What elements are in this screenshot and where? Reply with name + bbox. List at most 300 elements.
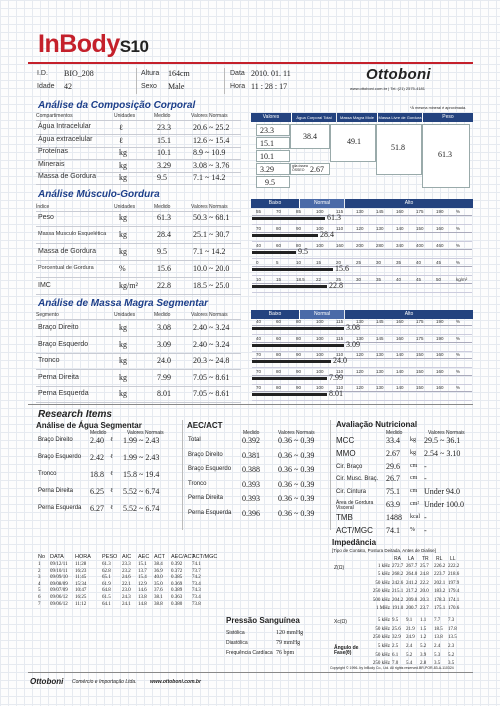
water-row-name: Braço Direito [38,437,73,443]
nutri-row-name: ACT/MGC [336,525,373,535]
composition-row-normal: 3.08 ~ 3.76 [193,160,230,170]
scale-tick: 25 [356,260,362,265]
history-col-header: No [38,554,46,560]
history-cell: 24.3 [122,595,131,600]
water-row-name: Perna Direita [38,488,74,494]
icw-cell [256,124,290,136]
nutri-row-value: 2.67 [386,448,400,458]
id-value: BIO_208 [64,69,94,78]
impedance-freq: 5 kHz [377,618,390,623]
impedance-cell: 32.9 [392,635,401,640]
scale-tick: 80 [296,319,302,324]
muscle_fat-row-unit: kg/m² [119,281,138,290]
mineral-cell [256,163,290,175]
brand-name: InBody [38,30,120,58]
segmental-row-value: 3.08 [157,323,171,332]
history-cell: 09/06/12 [50,601,68,607]
water-row-value: 18.8 [90,470,104,479]
band-normal: Normal [300,310,344,319]
copyright: Copyright © 1996- by InBody Co., Ltd. All rights reserved.BR-POR-83-A-110324 [330,666,454,670]
header-divider [28,62,473,64]
history-cell: 73.4 [192,595,201,600]
history-col-header: PESO [102,554,118,560]
osseo-cell [290,163,330,175]
water-row-value: 6.27 [90,504,104,513]
scale-tick: 40 [256,335,262,341]
col-header: Compartimentos [36,113,73,119]
scale-tick: 30 [356,277,362,282]
history-cell: 61.3 [102,562,111,567]
impedance-cell: 5.2 [420,644,427,649]
scale-tick: 15 [316,260,322,265]
history-col-header: ACT/MGC [192,554,218,560]
bar-value: 24.0 [333,356,347,365]
segmental-row-unit: kg [119,323,127,332]
scale-line [252,215,472,216]
scale-tick: 70 [256,226,262,231]
water-header-measured: Medido [90,430,107,436]
scale-tick: 200 [356,243,364,248]
segmental-row-unit: kg [119,389,127,398]
scale-tick: 160 [436,352,444,357]
mineral-value: 3.29 [260,165,274,174]
scale-tick: 160 [396,335,404,341]
row-divider [252,258,472,259]
aec-row-name: Braço Direito [188,451,223,458]
history-cell: 64.8 [102,588,111,594]
scale-tick: 145 [376,319,384,324]
scale-tick: 130 [376,352,384,357]
scale-tick: 100 [316,385,324,390]
history-cell: 38.4 [154,562,163,567]
muscle_fat-row-normal: 25.1 ~ 30.7 [193,230,230,239]
bar-value: 3.09 [346,339,360,349]
company-contact: www.ottoboni.com.br | Tel.:(21) 2575-4181 [350,86,426,91]
time-value: 11 : 28 : 17 [251,82,288,91]
muscle_fat-row-unit: kg [119,247,127,256]
composition-row-unit: kg [119,173,127,182]
history-cell: 0.363 [171,595,183,600]
history-cell: 40.0 [154,575,163,581]
muscle_fat-row-name: Massa de Gordura [38,248,96,255]
impedance-freq: 250 kHz [372,635,390,640]
aec-row-normal: 0.36 ~ 0.39 [278,450,315,460]
osseo-label: gila óssea ÓSSEO [292,164,308,172]
nutri-row-value: 1488 [386,512,402,522]
bar-value: 61.3 [327,213,341,222]
nutri-row-name: TMB [336,512,353,522]
history-cell: 7 [38,601,41,607]
history-cell: 09/12/11 [50,562,68,567]
scale-tick: 45 [416,277,422,282]
history-cell: 5 [38,588,41,594]
history-cell: 23.2 [122,568,131,574]
impedance-cell: 191.0 [392,606,404,611]
muscle_fat-row-name: Massa Musculo Esquelética [38,231,107,237]
nutri-row-normal: 2.54 ~ 3.10 [424,448,461,458]
history-cell: 0.372 [171,568,183,574]
footer-company: Ottoboni [30,677,64,686]
pressure-row-name: Diastólica [226,640,248,646]
aec-header-measured: Medido [243,430,260,436]
impedance-cell: 179.4 [448,589,460,595]
header-separator [224,68,225,94]
composition-right-table [251,113,473,185]
segmental-row-name: Braço Esquerdo [38,340,89,348]
scale-tick: 80 [276,352,282,357]
impedance-cell: 7.3 [448,618,455,623]
pressure-row-value: 120 mmHg [276,630,304,636]
segmental-row-unit: kg [119,339,127,349]
scale-line [252,266,472,267]
aec-row-value: 0.381 [242,450,260,460]
scale-tick: 175 [416,335,424,341]
impedance-freq: 250 kHz [372,589,390,595]
muscle-fat-bands [251,199,473,208]
nutri-row-normal: Under 94.0 [424,487,460,497]
ffm-value: 51.8 [391,143,405,152]
impedance-col-header: TR [422,556,429,562]
scale-tick: 5 [276,260,279,265]
scale-tick: 100 [316,335,324,341]
scale-tick: 130 [356,335,364,341]
scale-tick: 70 [256,352,262,357]
nutri-row-unit: % [410,526,415,533]
scale-tick: 190 [436,319,444,324]
muscle_fat-row-value: 15.6 [157,264,171,273]
scale-tick: 190 [436,335,444,341]
slm-cell [330,124,376,162]
scale-tick: 45 [436,260,442,265]
value-bar [252,285,327,288]
muscle_fat-row-name: Porcentual de Gordura [38,265,94,271]
impedance-cell: 7.0 [392,661,399,666]
impedance-freq: 1 MHz [375,606,390,611]
muscle_fat-row-unit: % [119,264,126,273]
scale-tick: 160 [336,243,344,248]
impedance-freq: 500 kHz [372,597,390,603]
history-cell: 64.1 [102,601,111,607]
history-cell: 74.3 [192,588,201,594]
nutri-row-name: MCC [336,436,355,445]
scale-tick: 145 [376,335,384,341]
impedance-cell: 204.2 [392,597,404,603]
nutri-row-value: 63.9 [386,500,400,509]
scale-tick: 115 [336,335,344,341]
impedance-cell: 1.2 [420,635,427,640]
scale-tick: % [456,209,461,214]
nutri-row-unit: cm [410,475,418,482]
scale-tick: 140 [396,368,404,374]
weight-cell [422,124,470,188]
scale-line [252,283,472,284]
ottoboni-logo: Ottoboni [366,66,431,83]
muscle_fat-row-value: 9.5 [157,247,167,256]
scale-tick: 130 [356,209,364,214]
impedance-cell: 175.1 [434,606,446,611]
nutri-row-value: 29.6 [386,461,400,471]
col-header: Segmento [36,312,59,318]
composition-title: Análise da Composição Corporal [38,100,196,111]
history-cell: 13.8 [138,595,147,600]
impedance-cell: 197.9 [448,580,460,586]
value-bar [252,251,296,254]
history-cell: 0.392 [171,562,183,567]
bar-value: 22.8 [329,281,343,290]
impedance-cell: 215.1 [392,589,404,595]
history-cell: 09/08/09 [50,581,68,587]
history-cell: 16:23 [75,568,87,574]
water-title: Análise de Água Segmentar [36,421,142,430]
scale-line [252,358,472,359]
history-cell: 15.4 [138,575,147,581]
history-cell: 13.7 [138,568,147,574]
history-cell: 24.6 [122,575,131,581]
impedance-cell: 3.5 [434,661,441,666]
impedance-cell: 23.7 [420,606,429,611]
scale-tick: 120 [356,226,364,231]
history-cell: 15.1 [138,562,147,567]
scale-tick: 160 [396,209,404,214]
fat-value: 9.5 [265,178,275,187]
history-col-header: DATA [50,554,64,560]
scale-line [252,325,472,326]
bar-value: 7.99 [329,372,343,382]
impedance-cell: 20.3 [420,597,429,603]
nutri-row-unit: kcal [410,513,420,520]
composition-row-name: Massa de Gordura [38,173,96,180]
muscle_fat-row-name: IMC [38,282,51,289]
ecw-cell [256,137,290,149]
scale-tick: 10 [296,260,302,265]
impedance-col-header: LL [450,556,456,562]
history-cell: 12.9 [138,581,147,587]
tbw-cell [290,124,330,149]
history-cell: 37.6 [154,588,163,594]
impedance-freq: 1 kHz [377,564,390,569]
impedance-cell: 5.3 [434,652,441,658]
nutri-row-normal: Under 100.0 [424,500,464,509]
water-row-normal: 1.99 ~ 2.43 [123,453,160,462]
impedance-cell: 5.2 [406,652,413,658]
row-divider [36,277,241,278]
scale-tick: % [456,368,461,374]
composition-row-value: 10.1 [157,148,171,157]
muscle_fat-row-value: 61.3 [157,213,171,222]
composition-row-value: 15.1 [157,135,171,145]
nutri-row-normal: - [424,512,427,522]
band-high: Alto [345,310,473,319]
value-bar [252,217,325,220]
impedance-cell: 2.5 [392,644,399,649]
impedance-cell: 264.0 [406,572,418,578]
row-divider [36,243,241,244]
impedance-cell: 223.7 [434,572,446,578]
history-cell: 4 [38,581,41,587]
nutri-row-name: MMO [336,448,356,458]
composition-row-value: 9.5 [157,173,167,182]
composition-row-name: Água Intracelular [38,123,91,130]
history-cell: 11:12 [75,601,87,607]
scale-tick: 160 [436,226,444,231]
nutri-row-name: Cir. Musc. Braç. [336,476,379,483]
water-row-unit: ℓ [110,505,113,511]
scale-tick: 80 [296,335,302,341]
nutri-row-normal: - [424,525,427,535]
slm-value: 49.1 [347,137,361,146]
impedance-cell: 5.2 [448,652,455,658]
scale-tick: 10 [256,277,262,282]
scale-tick: 175 [416,319,424,324]
impedance-subtitle: [Tipo de Contato, Postura Deitada, Antes de Dialise] [332,548,436,553]
scale-tick: 40 [416,260,422,265]
water-row-normal: 5.52 ~ 6.74 [123,487,160,496]
nutri-title: Avaliação Nutricional [336,420,418,429]
row-divider [36,260,241,261]
impedance-cell: 1.1 [420,618,427,623]
history-cell: 38.8 [154,601,163,607]
scale-tick: 460 [436,243,444,248]
scale-tick: 140 [396,385,404,390]
impedance-cell: 3.9 [420,652,427,658]
impedance-title: Impedância [332,538,377,547]
scale-tick: 35 [396,260,402,265]
composition-row-name: Proteínas [38,148,68,155]
row-divider [252,292,472,293]
research-separator [182,420,183,530]
col-header: Unidades [114,113,136,119]
water-row-name: Perna Esquerda [38,505,82,511]
history-cell: 65.1 [102,575,111,581]
segmental-row-value: 7.99 [157,372,171,382]
aec-row-name: Perna Direita [188,495,224,501]
bar-value: 3.08 [346,323,360,332]
impedance-col-header: LA [408,556,415,562]
scale-tick: 20 [336,260,342,265]
value-bar [252,234,318,237]
scale-tick: % [456,260,461,265]
aec-row-name: Total [188,437,201,443]
water-header-normal: Valores Normais [127,430,164,436]
fat-cell [256,176,290,188]
row-divider [36,120,241,121]
nutri-row-normal: - [424,461,427,471]
footer-tagline: Comércio e Importação Ltda. [72,679,137,685]
value-bar [252,360,331,363]
impedance-cell: 20.0 [420,589,429,595]
osseo-value: 2.67 [310,165,324,174]
muscle_fat-row-value: 22.8 [157,281,171,290]
aec-row-value: 0.392 [242,436,260,445]
composition-row-name: Água extracelular [38,135,93,143]
scale-tick: 110 [336,385,344,390]
impedance-cell: 272.7 [392,564,404,569]
water-row-normal: 1.99 ~ 2.43 [123,436,160,445]
composition-row-unit: kg [119,160,127,170]
scale-tick: 15 [276,277,282,282]
scale-tick: 100 [316,368,324,374]
band-low: Baixo [251,310,299,319]
history-cell: 36.9 [154,568,163,574]
scale-tick: 190 [436,209,444,214]
row-divider [36,319,241,320]
history-cell: 16:25 [75,595,87,600]
history-col-header: AIC [122,554,132,560]
composition-row-unit: ℓ [119,123,123,132]
value-bar [252,344,344,347]
col-header: Peso [423,113,473,122]
scale-tick: 40 [396,277,402,282]
scale-tick: 60 [276,319,282,324]
aec-row-normal: 0.36 ~ 0.39 [278,479,315,489]
impedance-cell: 174.1 [448,597,460,603]
impedance-xc-label: Xc(Ω) [334,619,347,625]
row-divider [36,184,241,185]
impedance-cell: 267.7 [406,564,418,569]
inbody-logo [38,30,148,59]
date-label: Data [230,70,245,77]
nutri-row-normal: - [424,474,427,484]
composition-row-normal: 7.1 ~ 14.2 [193,173,226,182]
aec-row-name: Tronco [188,480,207,487]
muscle_fat-row-unit: kg [119,213,127,222]
id-label: I.D. [37,70,48,77]
nutri-row-unit: cm² [410,501,420,507]
aec-row-normal: 0.36 ~ 0.39 [278,494,315,503]
nutri-header-normal: Valores Normais [428,430,465,436]
scale-tick: 22 [316,277,322,282]
scale-tick: 160 [436,368,444,374]
scale-tick: 40 [256,319,262,324]
time-label: Hora [230,83,246,90]
nutri-header-measured: Medido [386,430,403,436]
segmental-row-value: 8.01 [157,389,171,398]
impedance-cell: 7.7 [434,618,441,623]
protein-cell [256,150,290,162]
impedance-freq: 50 kHz [375,580,390,586]
impedance-freq: 5 kHz [377,572,390,578]
scale-tick: 160 [396,319,404,324]
scale-tick: 80 [296,243,302,248]
scale-tick: 110 [336,368,344,374]
row-divider [36,386,241,387]
col-header: Valores [251,113,291,122]
impedance-cell: 222.2 [448,564,460,569]
col-header: Unidades [114,204,136,210]
segmental-row-name: Braço Direito [38,324,79,331]
segmental-row-value: 3.09 [157,339,171,349]
scale-tick: 30 [376,260,382,265]
scale-tick: 80 [276,385,282,390]
col-header: Valores Normais [191,113,228,119]
row-divider [252,241,472,242]
pressure-title: Pressão Sanguínea [226,616,300,625]
history-cell: 09/09/10 [50,575,68,581]
impedance-cell: 242.6 [392,580,404,586]
segmental-row-normal: 7.05 ~ 8.61 [193,372,230,382]
value-bar [252,268,333,271]
aec-row-normal: 0.36 ~ 0.39 [278,465,315,474]
water-row-unit: ℓ [110,471,113,477]
col-header: Massa Livre de Gordura [378,115,422,120]
row-divider [252,400,472,401]
muscle_fat-row-normal: 50.3 ~ 68.1 [193,213,230,222]
nutri-row-name: Cir. Cintura [336,489,367,496]
brand-model: S10 [119,37,149,56]
impedance-cell: 2.4 [434,644,441,649]
scale-tick: 70 [256,385,262,390]
impedance-phase-label: Ângulo de Fase(θ) [334,645,359,656]
